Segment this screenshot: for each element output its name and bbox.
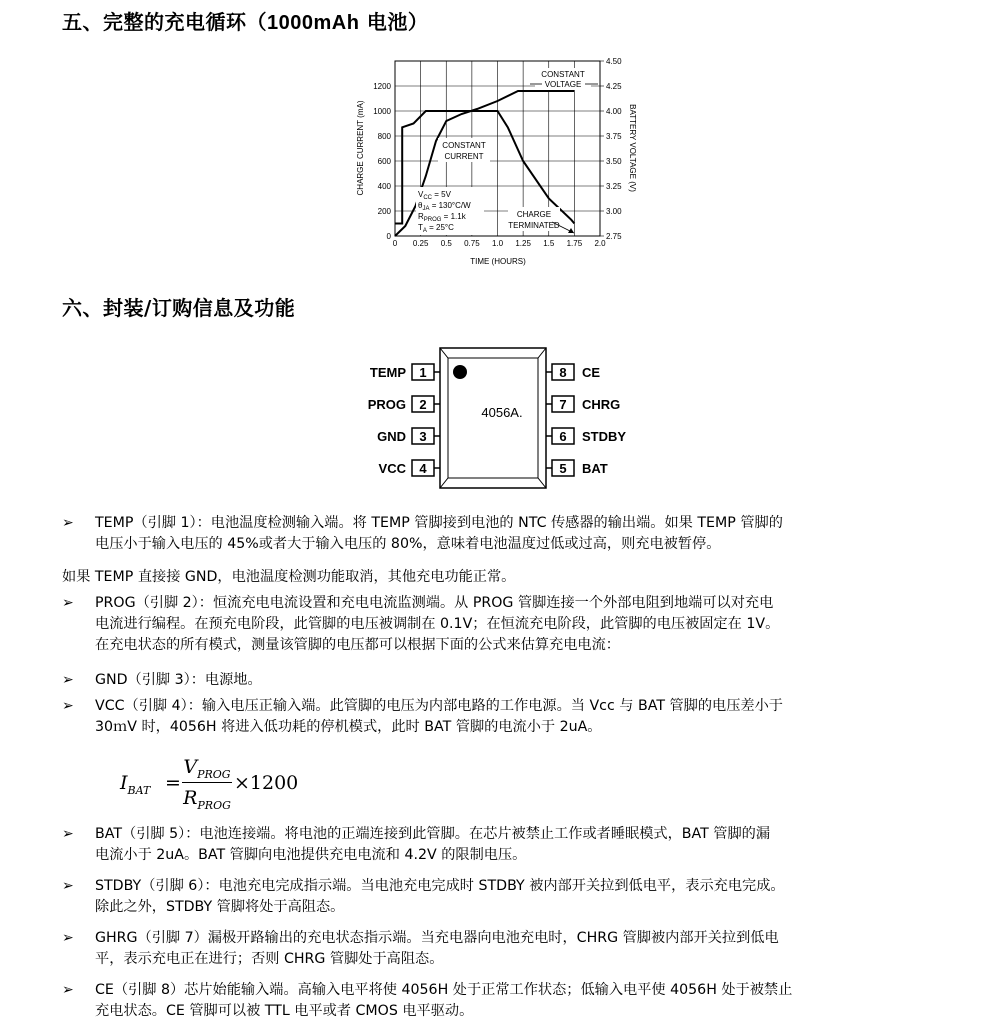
pin-desc-vcc-line2: 30ｍV 时，4056H 将进入低功耗的停机模式，此时 BAT 管脚的电流小于 2uA。 — [95, 719, 602, 735]
section-5-title-suffix: 电池） — [366, 10, 429, 34]
pin-number: 7 — [559, 397, 567, 412]
pin-desc-temp-note: 如果 TEMP 直接接 GND，电池温度检测功能取消，其他充电功能正常。 — [62, 569, 516, 585]
pin-desc-prog-line2: 电流进行编程。在预充电阶段，此管脚的电压被调制在 0.1V；在恒流充电阶段，此管脚的电压被固定在 1V。 — [95, 616, 780, 632]
pin-number: 3 — [419, 429, 427, 444]
section-6-title-suffix: 订购信息及功能 — [151, 296, 296, 320]
pin-desc-bat-line1: BAT（引脚 5）：电池连接端。将电池的正端连接到此管脚。在芯片被禁止工作或者睡眠模式，BAT 管脚的漏 — [95, 826, 771, 842]
bullet-icon: ➢ — [62, 672, 74, 688]
pin-number: 5 — [559, 461, 567, 476]
pin-name: TEMP — [369, 365, 406, 380]
x-axis-title: TIME (HOURS) — [470, 257, 526, 266]
bullet-icon: ➢ — [62, 878, 74, 894]
pin-desc-vcc — [62, 696, 942, 738]
x-tick-label: 2.0 — [594, 239, 606, 248]
section-5-title — [62, 6, 428, 35]
bullet-icon: ➢ — [62, 930, 74, 946]
pin-desc-ce-line2: 充电状态。CE 管脚可以被 TTL 电平或者 CMOS 电平驱动。 — [95, 1003, 474, 1019]
y-right-tick-label: 3.50 — [606, 157, 622, 166]
formula-lhs: $I_{BAT}$ — [120, 772, 151, 797]
bullet-icon: ➢ — [62, 698, 74, 714]
pin-desc-ce — [62, 980, 942, 1022]
pin-desc-vcc-line1: VCC（引脚 4）：输入电压正输入端。此管脚的电压为内部电路的工作电源。当 Vcc 与 BAT 管脚的电压差小于 — [95, 698, 783, 714]
pin-number: 2 — [419, 397, 427, 412]
pin-desc-gnd — [62, 670, 942, 691]
pin-number: 6 — [559, 429, 567, 444]
x-tick-label: 1.0 — [491, 239, 504, 248]
pin-desc-ce-line1: CE（引脚 8）芯片始能输入端。高输入电平将使 4056H 处于正常工作状态；低输入电平使 4056H 处于被禁止 — [95, 982, 793, 998]
section-5-title-capacity: 1000mAh — [267, 12, 360, 34]
package-pinout-diagram — [360, 340, 660, 490]
pin-name: CE — [582, 365, 601, 380]
section-6-title — [62, 292, 295, 321]
section-6-title-prefix: 六、封装 — [62, 296, 144, 320]
cc-label-1: CONSTANT — [442, 141, 486, 150]
pin-desc-stdby — [62, 876, 942, 918]
y-right-tick-label: 3.75 — [606, 132, 622, 141]
formula-equals: = — [165, 772, 181, 794]
x-tick-label: 0.75 — [464, 239, 480, 248]
bullet-icon: ➢ — [62, 826, 74, 842]
x-tick-label: 1.75 — [566, 239, 583, 248]
pin-desc-bat-line2: 电流小于 2uA。BAT 管脚向电池提供充电电流和 4.2V 的限制电压。 — [95, 847, 527, 863]
term-label-2: TERMINATED — [508, 221, 560, 230]
pin-number: 4 — [419, 461, 427, 476]
y-right-tick-label: 3.25 — [606, 182, 622, 191]
pin-desc-temp-line2: 电压小于输入电压的 45%或者大于输入电压的 80%，意味着电池温度过低或过高，则充电被暂停。 — [95, 536, 721, 552]
y-left-tick-label: 0 — [386, 232, 391, 241]
formula-fraction: $V_{PROG}$ $R_{PROG}$ — [183, 756, 231, 812]
y-right-tick-label: 4.00 — [606, 107, 622, 116]
x-tick-label: 1.25 — [515, 239, 531, 248]
cond-rprog: $R_{PROG} = 1.1k$ — [418, 212, 466, 223]
x-tick-label: 1.5 — [543, 239, 555, 248]
y-right-tick-label: 4.50 — [606, 57, 622, 66]
pin-desc-bat — [62, 824, 942, 866]
pin-name: STDBY — [582, 429, 627, 444]
x-tick-label: 0.5 — [440, 239, 452, 248]
x-tick-label: 0.25 — [412, 239, 429, 248]
cv-label-1: CONSTANT — [541, 70, 585, 79]
y-left-axis-title: CHARGE CURRENT (mA) — [356, 100, 365, 196]
pin-desc-temp — [62, 513, 942, 555]
pin-desc-chrg — [62, 928, 942, 970]
pin-desc-gnd-line1: GND（引脚 3）：电源地。 — [95, 672, 262, 688]
formula-multiplier: ×1200 — [234, 772, 299, 794]
bullet-icon: ➢ — [62, 515, 74, 531]
y-right-tick-label: 3.00 — [606, 207, 622, 216]
section-6-title-slash: / — [144, 296, 152, 320]
bullet-icon: ➢ — [62, 595, 74, 611]
pin-desc-prog-line3: 在充电状态的所有模式，测量该管脚的电压都可以根据下面的公式来估算充电电流： — [95, 637, 620, 653]
y-left-tick-label: 1200 — [373, 82, 391, 91]
y-left-tick-label: 600 — [377, 157, 391, 166]
y-right-axis-title: BATTERY VOLTAGE (V) — [628, 104, 637, 192]
y-right-tick-label: 4.25 — [606, 82, 622, 91]
y-left-tick-label: 400 — [377, 182, 391, 191]
pin-number: 8 — [559, 365, 567, 380]
pin-desc-chrg-line1: GHRG（引脚 7）漏极开路输出的充电状态指示端。当充电器向电池充电时，CHRG 管脚被内部开关拉到低电 — [95, 930, 779, 946]
pin-name: VCC — [378, 461, 406, 476]
cond-ta: $T_A = 25^\circ C$ — [418, 223, 454, 234]
x-tick-label: 0 — [392, 239, 398, 248]
pin1-dot — [453, 365, 467, 379]
charge-cycle-chart — [330, 50, 670, 275]
section-5-title-prefix: 五、完整的充电循环（ — [62, 10, 267, 34]
pin-name: GND — [377, 429, 406, 444]
pin-desc-prog-line1: PROG（引脚 2）：恒流充电电流设置和充电电流监测端。从 PROG 管脚连接一个外部电阻到地端可以对充电 — [95, 595, 774, 611]
y-right-tick-label: 2.75 — [606, 232, 622, 241]
pin-name: PROG — [367, 397, 406, 412]
term-label-1: CHARGE — [516, 210, 552, 219]
cond-theta: $\theta_{JA} = 130^\circ C/W$ — [418, 201, 471, 212]
pin-desc-prog — [62, 593, 942, 656]
y-left-tick-label: 1000 — [373, 107, 391, 116]
pin-number: 1 — [419, 365, 427, 380]
chip-label: 4056A. — [481, 405, 523, 420]
pin-desc-stdby-line2: 除此之外，STDBY 管脚将处于高阻态。 — [95, 899, 345, 915]
y-left-tick-label: 800 — [377, 132, 391, 141]
cv-label-2: VOLTAGE — [544, 80, 582, 89]
bullet-icon: ➢ — [62, 982, 74, 998]
y-left-tick-label: 200 — [377, 207, 391, 216]
pin-name: BAT — [582, 461, 608, 476]
pin-desc-stdby-line1: STDBY（引脚 6）：电池充电完成指示端。当电池充电完成时 STDBY 被内部开关拉到低电平，表示充电完成。 — [95, 878, 785, 894]
cond-vcc: $V_{CC} = 5V$ — [418, 190, 451, 201]
pin-desc-chrg-line2: 平，表示充电正在进行；否则 CHRG 管脚处于高阻态。 — [95, 951, 444, 967]
cc-label-2: CURRENT — [444, 152, 484, 161]
pin-desc-temp-line1: TEMP（引脚 1）：电池温度检测输入端。将 TEMP 管脚接到电池的 NTC 传感器的输出端。如果 TEMP 管脚的 — [95, 515, 783, 531]
pin-name: CHRG — [582, 397, 621, 412]
